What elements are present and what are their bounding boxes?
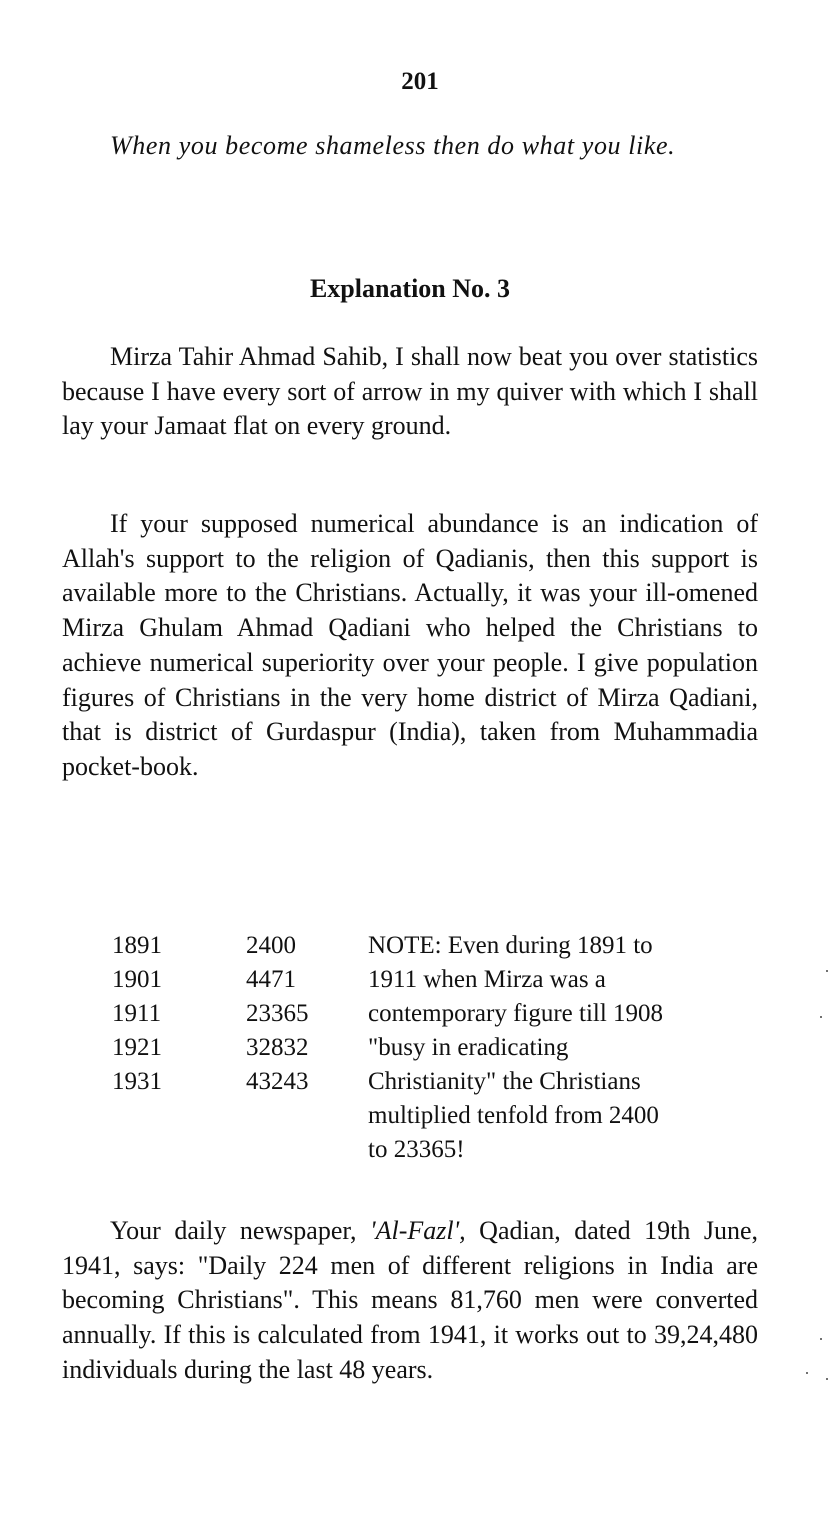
paragraph-numerical-abundance: If your supposed numerical abundance is an indication of Allah's support to the religion of Qadianis, then this support is available more to the Christians. Actually, it was your ill-omened Mirza Ghulam Ahmad Qadiani who helped the Christians to achieve numerical superiority over your people. I give population figures of Christians in the very home district of Mirza Qadiani, that is district of Gurdaspur (India), taken from Muhammadia pocket-book. [62, 509, 758, 781]
newspaper-title: 'Al-Fazl', [370, 1216, 466, 1245]
table-cell-population: 23365 [246, 1000, 309, 1027]
scan-speck [820, 1338, 822, 1340]
note-line: Christianity" the Christians [368, 1068, 641, 1095]
note-line: NOTE: Even during 1891 to [368, 932, 653, 959]
table-cell-year: 1911 [112, 1000, 162, 1027]
note-line: to 23365! [368, 1136, 465, 1163]
table-cell-year: 1931 [112, 1068, 162, 1095]
scan-speck [806, 1372, 808, 1374]
page-number: 201 [401, 68, 439, 95]
note-line: multiplied tenfold from 2400 [368, 1102, 659, 1129]
para3-text-before: Your daily newspaper, [110, 1216, 371, 1245]
table-cell-year: 1921 [112, 1034, 162, 1061]
table-cell-year: 1891 [112, 932, 162, 959]
para3-text-after: Qadian, dated 19th June, 1941, says: "Daily 224 men of different religions in India are becoming Christians". This means 81,760 men were converted annually. If this is calculated from 1941, it works out to 39,24,480 individuals during the last 48 years. [62, 1216, 759, 1384]
paragraph-al-fazl [62, 1214, 758, 1388]
table-cell-population: 43243 [246, 1068, 309, 1095]
year-column [112, 929, 212, 1099]
scan-speck [826, 970, 828, 972]
note-line: "busy in eradicating [368, 1034, 569, 1061]
epigraph-quote: When you become shameless then do what you like. [110, 131, 676, 160]
section-heading: Explanation No. 3 [309, 274, 511, 303]
scan-speck [820, 1016, 822, 1018]
scan-speck [826, 1378, 828, 1380]
note-line: 1911 when Mirza was a [368, 966, 606, 993]
table-cell-population: 2400 [246, 932, 296, 959]
population-column [246, 929, 346, 1099]
table-cell-population: 4471 [246, 966, 296, 993]
table-cell-year: 1901 [112, 966, 162, 993]
paragraph-statistics-intro: Mirza Tahir Ahmad Sahib, I shall now beat you over statistics because I have every sort of arrow in my quiver with which I shall lay your Jamaat flat on every ground. [62, 342, 758, 441]
note-line: contemporary figure till 1908 [368, 1000, 664, 1027]
table-note [368, 929, 763, 1167]
table-cell-population: 32832 [246, 1034, 309, 1061]
